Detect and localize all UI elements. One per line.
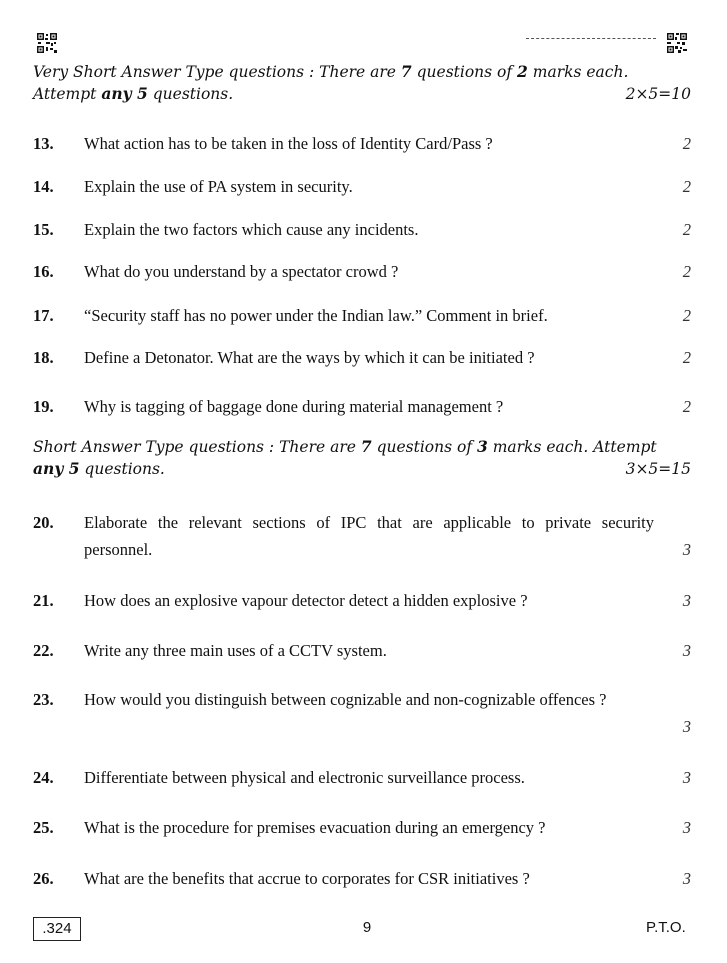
section-b-instructions: Short Answer Type questions : There are 7 questions of 3 marks each. Attempt any 5 questions. 3×5=15: [33, 437, 691, 478]
section-a-instructions: Very Short Answer Type questions : There are 7 questions of 2 marks each. Attempt any 5 questions. 2×5=10: [33, 62, 691, 103]
please-turn-over: P.T.O.: [646, 919, 686, 936]
section-a-total: 2×5=10: [625, 85, 691, 103]
paper-code: .324: [33, 917, 81, 941]
qr-code-icon: [37, 33, 57, 53]
page-number: 9: [362, 919, 372, 936]
header-dashed-line: [526, 38, 656, 39]
section-b-total: 3×5=15: [625, 460, 691, 478]
qr-code-icon: [667, 33, 687, 53]
